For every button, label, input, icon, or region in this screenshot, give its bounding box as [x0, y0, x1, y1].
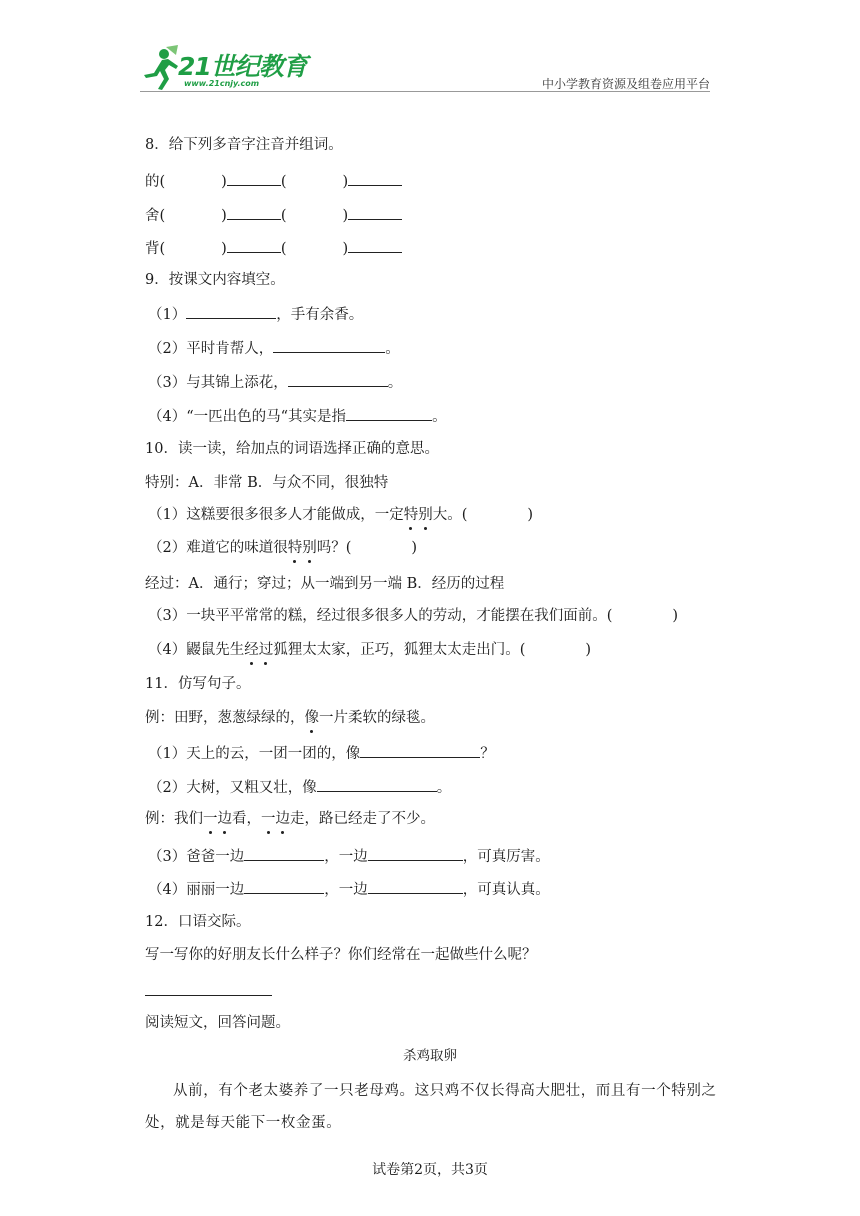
dotted-char: 过: [258, 642, 274, 658]
q9-text: （3）与其锦上添花，: [148, 375, 288, 391]
q10-text: （4）鼹鼠先生: [148, 642, 245, 658]
q11-item-2: [148, 776, 451, 798]
answer-blank[interactable]: [368, 845, 463, 861]
q12-title: 12．口语交际。: [145, 914, 251, 930]
q12-prompt: 写一写你的好朋友长什么样子？你们经常在一起做些什么呢？: [145, 947, 537, 963]
q11-text: 走，路已经走了不少。: [290, 811, 435, 827]
answer-blank[interactable]: [186, 303, 276, 319]
page-number: 试卷第2页，共3页: [372, 1162, 488, 1178]
q9-item-2: [148, 337, 400, 359]
q9-item-1: [148, 303, 363, 325]
dotted-char: 经: [244, 642, 259, 658]
q9-title: 9．按课文内容填空。: [145, 272, 285, 288]
q11-text: （3）爸爸一边: [148, 849, 245, 865]
q10-text: 吗？(: [316, 540, 352, 556]
answer-blank[interactable]: [317, 776, 437, 792]
answer-blank[interactable]: [348, 237, 402, 253]
answer-blank[interactable]: [348, 204, 402, 220]
q9-text: （1）: [148, 307, 187, 323]
answer-blank[interactable]: [348, 170, 402, 186]
q11-item-1: [148, 742, 495, 764]
q11-text: （1）天上的云，一团一团的，像: [148, 746, 361, 762]
q9-item-4: [148, 405, 447, 427]
answer-blank[interactable]: [346, 405, 432, 421]
q8-item-2: 舍( ) ( ): [145, 204, 402, 226]
dotted-char: 边: [275, 811, 290, 827]
dotted-char: 边: [217, 811, 232, 827]
dotted-char: 别: [418, 507, 433, 523]
q10-def-1: 特别：A．非常 B．与众不同，很独特: [145, 475, 389, 491]
q11-text: 例：田野，葱葱绿绿的，: [145, 710, 305, 726]
dotted-char: 特: [287, 540, 303, 556]
platform-name: 中小学教育资源及组卷应用平台: [541, 77, 710, 91]
story-paragraph-line-1: 从前，有个老太婆养了一只老母鸡。这只鸡不仅长得高大肥壮，而且有一个特别之: [173, 1083, 717, 1099]
q8-char: 的: [145, 174, 160, 190]
q11-item-3: [148, 845, 550, 867]
dotted-char: 像: [304, 710, 319, 726]
answer-blank[interactable]: [273, 337, 385, 353]
answer-blank[interactable]: [227, 170, 281, 186]
logo-text: 21世纪教育: [178, 52, 307, 81]
q10-text: （2）难道它的味道很: [148, 540, 288, 556]
q11-example-1: [145, 708, 435, 728]
q8-title: 8．给下列多音字注音并组词。: [145, 137, 343, 153]
q9-text: 。: [387, 375, 403, 391]
q10-text: 大。(: [432, 507, 468, 523]
q10-text: ): [411, 540, 418, 556]
answer-line[interactable]: [145, 995, 272, 996]
q10-title: 10．读一读，给加点的词语选择正确的意思。: [145, 441, 439, 457]
q11-text: 一片柔软的绿毯。: [319, 710, 435, 726]
q10-def-2: 经过：A．通行；穿过；从一端到另一端 B．经历的过程: [145, 576, 505, 592]
dotted-char: 一: [261, 811, 276, 827]
q8-item-1: 的( ) ( ): [145, 170, 402, 192]
q11-text: ，一边: [324, 882, 368, 898]
answer-blank[interactable]: [368, 878, 463, 894]
q11-text: 。: [436, 780, 452, 796]
q10-text: ): [527, 507, 534, 523]
logo-url: www.21cnjy.com: [184, 79, 260, 88]
dotted-char: 一: [203, 811, 218, 827]
answer-blank[interactable]: [227, 237, 281, 253]
q11-text: ，可真认真。: [462, 882, 550, 898]
runner-logo-icon: [140, 45, 180, 91]
reading-intro: 阅读短文，回答问题。: [145, 1015, 290, 1031]
q9-text: 。: [385, 341, 400, 357]
dotted-char: 别: [302, 540, 317, 556]
q9-item-3: [148, 371, 402, 393]
q10-text: ): [672, 608, 679, 624]
q10-item-3: [148, 606, 678, 626]
answer-blank[interactable]: [227, 204, 281, 220]
q10-item-2: [148, 538, 417, 558]
q8-char: 舍: [145, 208, 160, 224]
answer-blank[interactable]: [360, 742, 480, 758]
q11-example-2: [145, 809, 435, 829]
q10-text: （1）这糕要很多很多人才能做成，一定: [148, 507, 404, 523]
q10-text: 狐狸太太家，正巧，狐狸太太走出门。(: [273, 642, 526, 658]
q11-item-4: [148, 878, 550, 900]
q11-text: 看，: [232, 811, 261, 827]
q8-item-3: 背( ) ( ): [145, 237, 402, 259]
q8-char: 背: [145, 241, 160, 257]
q10-item-1: [148, 505, 533, 525]
q11-text: ，一边: [324, 849, 368, 865]
story-title: 杀鸡取卵: [403, 1048, 457, 1064]
site-logo: [140, 45, 320, 93]
q11-title: 11．仿写句子。: [145, 676, 251, 692]
q11-text: （2）大树，又粗又壮，像: [148, 780, 317, 796]
q11-text: ，可真厉害。: [462, 849, 550, 865]
story-paragraph-line-2: 处，就是每天能下一枚金蛋。: [145, 1115, 342, 1131]
q9-text: ，手有余香。: [276, 307, 364, 323]
q11-text: 例：我们: [145, 811, 203, 827]
header-divider: [140, 91, 710, 92]
dotted-char: 特: [403, 507, 419, 523]
q9-text: （2）平时肯帮人，: [148, 341, 274, 357]
q11-text: （4）丽丽一边: [148, 882, 245, 898]
q10-text: ): [585, 642, 592, 658]
q9-text: 。: [432, 409, 447, 425]
answer-blank[interactable]: [288, 371, 388, 387]
answer-blank[interactable]: [244, 878, 324, 894]
q10-text: （3）一块平平常常的糕，经过很多很多人的劳动，才能摆在我们面前。(: [148, 608, 613, 624]
q9-text: （4）“一匹出色的马“其实是指: [148, 409, 347, 425]
q11-text: ？: [480, 746, 495, 762]
q10-item-4: [148, 640, 591, 660]
answer-blank[interactable]: [244, 845, 324, 861]
